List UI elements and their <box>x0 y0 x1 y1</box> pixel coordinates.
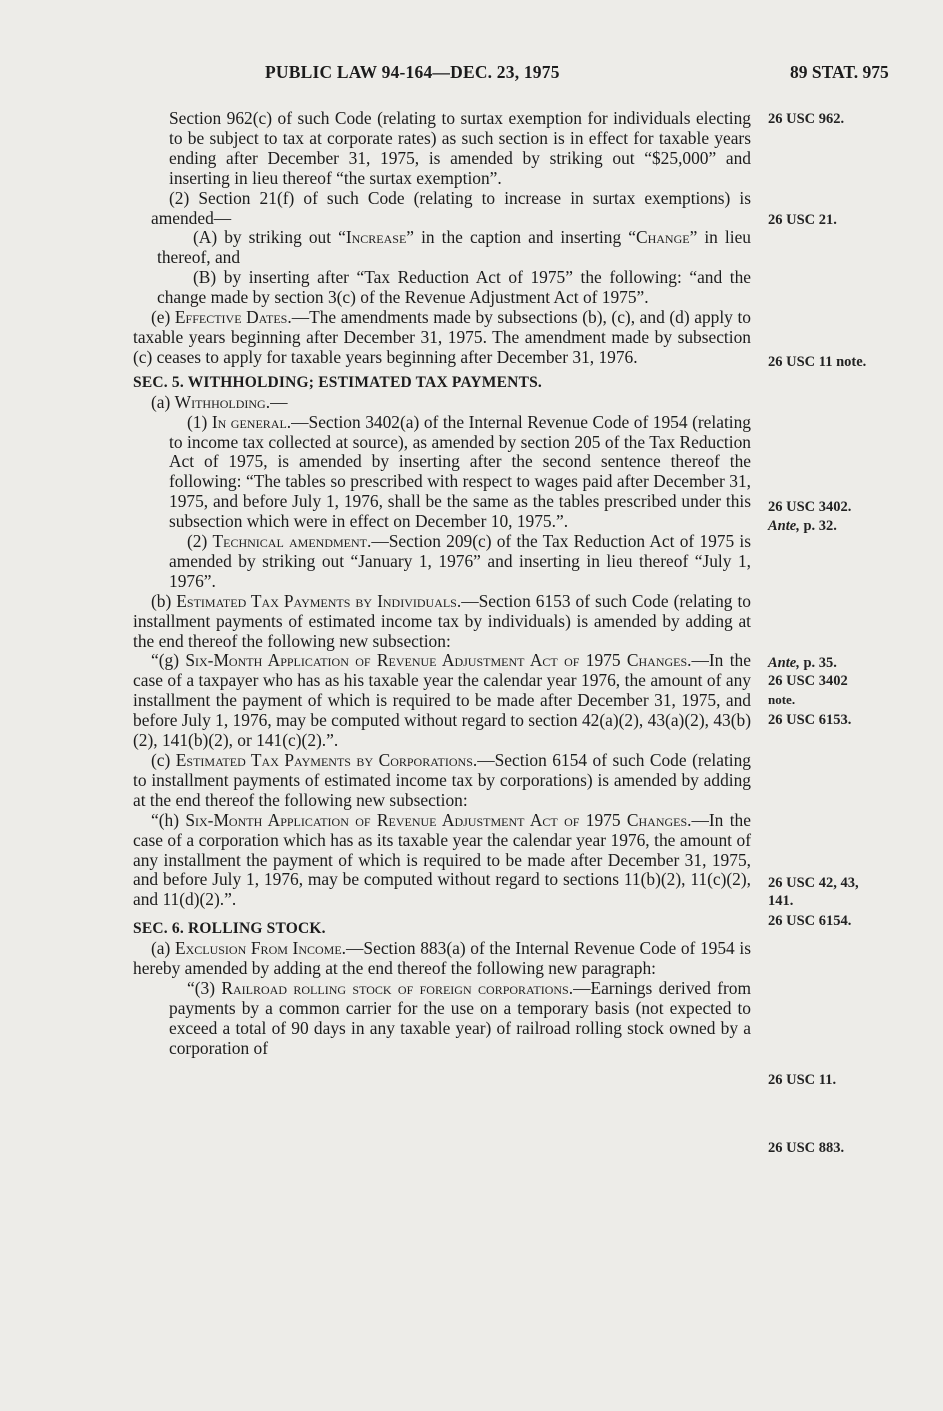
paragraph-3-heading: Railroad rolling stock of foreign corporations. <box>221 977 574 998</box>
paragraph-3-railroad <box>133 979 751 1059</box>
paragraph-a-exclusion-heading: Exclusion From Income. <box>174 938 347 959</box>
margin-note-ante-32 <box>768 518 837 535</box>
paragraph-a-lead: (a) <box>151 391 175 412</box>
statute-body <box>133 109 751 1059</box>
margin-note-42-43: 26 USC 42, 43, <box>768 875 859 891</box>
paragraph-e-text: —The amendments made by subsections (b), (c), and (d) apply to taxable years beginning after December 31, 1975. The amendment made by subsection (c) ceases to apply for taxable years beginning after December 31, 1976. <box>133 307 751 367</box>
paragraph-section-962: Section 962(c) of such Code (relating to surtax exemption for individuals electing to be subject to tax at corporate rates) as such section is in effect for taxable years ending after December 31, 1975, is amended by striking out “$25,000” and inserting in lieu thereof “the surtax exemption”. <box>169 108 751 188</box>
paragraph-g-lead: “(g) <box>151 650 186 671</box>
paragraph-b-text: —Section 6153 of such Code (relating to installment payments of estimated income tax by individuals) is amended by adding at the end thereof the following new subsection: <box>133 590 751 651</box>
paragraph-2-technical-amendment <box>133 532 751 592</box>
paragraph-g-six-month <box>133 651 751 751</box>
paragraph-h-text: —In the case of a corporation which has as its taxable year the calendar year 1976, the amount of any installment the payment of which is required to be made after December 31, 1975, and before July 1, 1976, may be computed without regard to sections 11(b)(2), 11(c)(2), and 11(d)(2).”. <box>133 809 751 910</box>
paragraph-c-text: —Section 6154 of such Code (relating to installment payments of estimated income tax by corporations) is amended by adding at the end thereof the following new subsection: <box>133 750 751 810</box>
section-6-heading: SEC. 6. ROLLING STOCK. <box>133 920 326 938</box>
paragraph-a-heading: Withholding. <box>174 391 271 412</box>
paragraph-h-heading: Six-Month Application of Revenue Adjustment Act of 1975 Changes. <box>185 809 692 830</box>
paragraph-a-exclusion <box>133 939 751 979</box>
paragraph-A-increase: Increase <box>345 227 407 248</box>
margin-note-note: note. <box>768 692 796 707</box>
paragraph-g-text: —In the case of a taxpayer who has as his taxable year the calendar year 1976, the amount of any installment the payment of which is required to be made after December 31, 1975, and before July 1, 1976, may be computed without regard to section 42(a)(2), 43(a)(2), 43(b)(2), 141(b)(2), or 141(c)(2).”. <box>133 650 751 751</box>
paragraph-e-effective-dates <box>133 308 751 368</box>
paragraph-2-text: —Section 209(c) of the Tax Reduction Act of 1975 is amended by striking out “January 1, 1976” and inserting in lieu thereof “July 1, 1976”. <box>169 531 751 591</box>
paragraph-g-heading: Six-Month Application of Revenue Adjustment Act of 1975 Changes. <box>185 650 692 671</box>
paragraph-b-lead: (b) <box>151 590 177 611</box>
paragraph-A <box>97 228 751 268</box>
paragraph-A-post: ” in lieu thereof, and <box>157 227 751 268</box>
margin-note-ante-32-page: p. 32. <box>799 518 837 534</box>
page-header <box>0 62 943 86</box>
paragraph-h-six-month <box>133 811 751 911</box>
margin-note-3402: 26 USC 3402. <box>768 499 852 515</box>
paragraph-b-individuals <box>133 592 751 652</box>
paragraph-B: (B) by inserting after “Tax Reduction Act of 1975” the following: “and the change made by section 3(c) of the Revenue Adjustment Act of 1975”. <box>157 267 751 308</box>
margin-note-141: 141. <box>768 893 794 909</box>
paragraph-1-in-general <box>133 413 751 532</box>
paragraph-1-heading: In general. <box>211 411 292 432</box>
margin-note-11: 26 USC 11. <box>768 1072 837 1088</box>
margin-note-6153: 26 USC 6153. <box>768 712 852 728</box>
margin-note-ante-35-italic: Ante, <box>768 655 800 671</box>
paragraph-3-text: —Earnings derived from payments by a common carrier for the use on a temporary basis (not expected to exceed a total of 90 days in any taxable year) of railroad rolling stock owned by a corporation of <box>169 977 751 1058</box>
paragraph-2-heading: Technical amendment. <box>212 531 372 552</box>
margin-note-11-note: 26 USC 11 note. <box>768 354 867 370</box>
paragraph-a-exclusion-lead: (a) <box>151 938 175 959</box>
paragraph-e-heading: Effective Dates. <box>174 307 292 328</box>
paragraph-a-text: — <box>270 391 288 412</box>
header-title: PUBLIC LAW 94-164—DEC. 23, 1975 <box>265 62 560 82</box>
margin-note-ante-35-page: p. 35. <box>799 655 837 671</box>
paragraph-c-corporations <box>133 751 751 811</box>
header-stat-citation: 89 STAT. 975 <box>790 62 889 82</box>
margin-note-3402-note: 26 USC 3402 <box>768 673 848 689</box>
paragraph-3-lead: “(3) <box>187 977 222 998</box>
margin-note-883: 26 USC 883. <box>768 1140 845 1156</box>
paragraph-c-heading: Estimated Tax Payments by Corporations. <box>175 750 478 770</box>
margin-note-ante-35 <box>768 655 837 672</box>
paragraph-c-lead: (c) <box>151 750 176 770</box>
paragraph-1-lead: (1) <box>187 411 212 432</box>
margin-note-962: 26 USC 962. <box>768 111 845 127</box>
paragraph-b-heading: Estimated Tax Payments by Individuals. <box>176 590 462 611</box>
section-5-heading: SEC. 5. WITHHOLDING; ESTIMATED TAX PAYMENTS. <box>133 373 543 391</box>
paragraph-a-exclusion-text: —Section 883(a) of the Internal Revenue Code of 1954 is hereby amended by adding at the end thereof the following new paragraph: <box>133 938 751 979</box>
margin-note-6154: 26 USC 6154. <box>768 913 852 929</box>
paragraph-2-section-21: (2) Section 21(f) of such Code (relating to increase in surtax exemptions) is amended— <box>151 187 751 228</box>
margin-note-21: 26 USC 21. <box>768 212 837 228</box>
paragraph-h-lead: “(h) <box>151 809 186 830</box>
paragraph-e-lead: (e) <box>151 307 175 328</box>
paragraph-A-change: Change <box>635 227 690 248</box>
paragraph-a-withholding <box>133 393 751 413</box>
paragraph-A-mid: ” in the caption and inserting “ <box>406 227 636 248</box>
paragraph-2-lead: (2) <box>187 531 213 552</box>
margin-note-ante-32-italic: Ante, <box>768 518 800 534</box>
paragraph-1-text: —Section 3402(a) of the Internal Revenue Code of 1954 (relating to income tax collected at source), as amended by section 205 of the Tax Reduction Act of 1975, is amended by inserting after the second sentence thereof the following: “The tables so prescribed with respect to wages paid after December 31, 1975, and before July 1, 1976, shall be the same as the tables prescribed under this subsection which were in effect on December 10, 1975.”. <box>169 411 751 532</box>
paragraph-A-pre: (A) by striking out “ <box>193 227 346 248</box>
